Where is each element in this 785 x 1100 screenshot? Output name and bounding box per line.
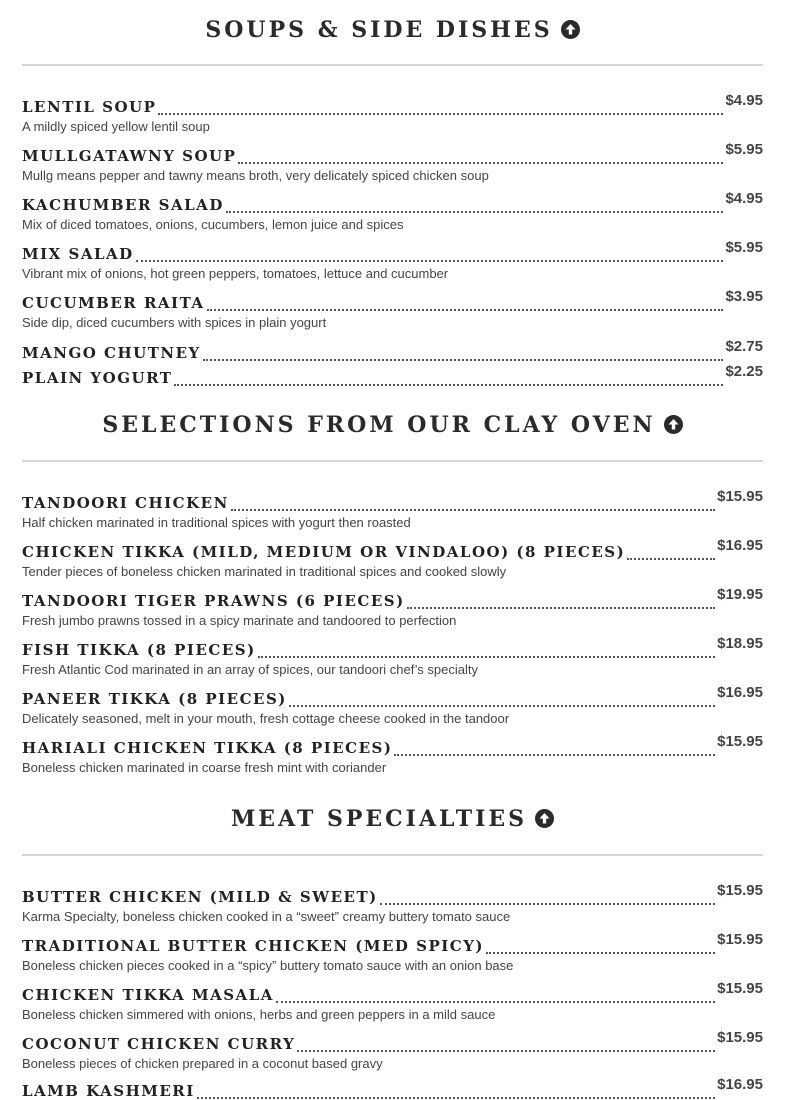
item-price: $2.75 — [725, 338, 763, 355]
item-name: HARIALI CHICKEN TIKKA (8 PIECES) — [22, 739, 393, 757]
item-price: $15.95 — [717, 882, 763, 899]
section-header-clay-oven — [22, 410, 763, 440]
menu-item-coconut-chicken-curry — [22, 1029, 763, 1072]
item-name: PLAIN YOGURT — [22, 369, 173, 387]
section-divider — [22, 854, 763, 856]
item-price: $15.95 — [717, 488, 763, 505]
item-price: $3.95 — [725, 288, 763, 305]
item-description: Vibrant mix of onions, hot green peppers, tomatoes, lettuce and cucumber — [22, 266, 449, 281]
menu-item-chicken-tikka-masala — [22, 980, 763, 1023]
dot-leader — [407, 607, 715, 609]
menu-item-paneer-tikka — [22, 684, 763, 727]
dot-leader — [297, 1050, 715, 1052]
item-description: A mildly spiced yellow lentil soup — [22, 119, 210, 134]
item-description: Mullg means pepper and tawny means broth, very delicately spiced chicken soup — [22, 168, 489, 183]
dot-leader — [231, 509, 715, 511]
menu-item-fish-tikka — [22, 635, 763, 678]
section-divider — [22, 64, 763, 66]
menu-item-tandoori-tiger-prawns — [22, 586, 763, 629]
item-description: Delicately seasoned, melt in your mouth, fresh cottage cheese cooked in the tandoor — [22, 711, 510, 726]
arrow-up-circle-icon[interactable] — [535, 809, 554, 828]
menu-item-kachumber-salad — [22, 190, 763, 233]
item-name: MANGO CHUTNEY — [22, 344, 201, 362]
item-name: LENTIL SOUP — [22, 98, 157, 116]
item-price: $2.25 — [725, 363, 763, 380]
dot-leader — [203, 359, 724, 361]
dot-leader — [394, 754, 715, 756]
menu-item-tandoori-chicken — [22, 488, 763, 531]
menu-item-chicken-tikka — [22, 537, 763, 580]
item-description: Fresh Atlantic Cod marinated in an array of spices, our tandoori chef’s specialty — [22, 662, 478, 677]
section-divider — [22, 460, 763, 462]
item-description: Fresh jumbo prawns tossed in a spicy marinate and tandoored to perfection — [22, 613, 457, 628]
item-name: CHICKEN TIKKA (MILD, MEDIUM OR VINDALOO) (8 PIECES) — [22, 543, 626, 561]
menu-item-mix-salad — [22, 239, 763, 282]
item-price: $16.95 — [717, 537, 763, 554]
menu-item-butter-chicken — [22, 882, 763, 925]
item-description: Karma Specialty, boneless chicken cooked in a “sweet” creamy buttery tomato sauce — [22, 909, 511, 924]
dot-leader — [380, 903, 715, 905]
dot-leader — [197, 1097, 715, 1099]
section-title: SOUPS & SIDE DISHES — [205, 17, 553, 43]
item-name: TANDOORI CHICKEN — [22, 494, 229, 512]
item-name: TANDOORI TIGER PRAWNS (6 PIECES) — [22, 592, 405, 610]
item-name: MIX SALAD — [22, 245, 134, 263]
menu-item-mango-chutney — [22, 338, 763, 362]
menu-item-cucumber-raita — [22, 288, 763, 331]
item-name: PANEER TIKKA (8 PIECES) — [22, 690, 287, 708]
section-header-soups — [22, 15, 763, 45]
menu-item-traditional-butter-chicken — [22, 931, 763, 974]
item-price: $15.95 — [717, 1029, 763, 1046]
item-price: $5.95 — [725, 141, 763, 158]
item-price: $16.95 — [717, 1076, 763, 1093]
item-price: $16.95 — [717, 684, 763, 701]
item-description: Mix of diced tomatoes, onions, cucumbers, lemon juice and spices — [22, 217, 404, 232]
section-title: MEAT SPECIALTIES — [230, 806, 528, 832]
item-name: FISH TIKKA (8 PIECES) — [22, 641, 256, 659]
item-description: Boneless chicken marinated in coarse fresh mint with coriander — [22, 760, 387, 775]
menu-item-plain-yogurt — [22, 363, 763, 387]
item-price: $4.95 — [725, 190, 763, 207]
item-name: KACHUMBER SALAD — [22, 196, 224, 214]
menu-item-lamb-kashmeri — [22, 1076, 763, 1100]
arrow-up-circle-icon[interactable] — [561, 20, 580, 39]
dot-leader — [158, 113, 723, 115]
section-title: SELECTIONS FROM OUR CLAY OVEN — [102, 412, 656, 438]
dot-leader — [174, 384, 723, 386]
item-price: $15.95 — [717, 980, 763, 997]
dot-leader — [136, 260, 724, 262]
arrow-up-circle-icon[interactable] — [664, 415, 683, 434]
item-name: LAMB KASHMERI — [22, 1082, 195, 1100]
section-header-meat-specialties — [22, 804, 763, 834]
menu-item-lentil-soup — [22, 92, 763, 135]
item-name: BUTTER CHICKEN (MILD & SWEET) — [22, 888, 378, 906]
dot-leader — [207, 309, 724, 311]
item-price: $5.95 — [725, 239, 763, 256]
dot-leader — [258, 656, 715, 658]
menu-item-hariali-chicken-tikka — [22, 733, 763, 776]
item-description: Boneless chicken simmered with onions, herbs and green peppers in a mild sauce — [22, 1007, 496, 1022]
menu-item-mullgatawny-soup — [22, 141, 763, 184]
dot-leader — [289, 705, 715, 707]
item-price: $4.95 — [725, 92, 763, 109]
dot-leader — [627, 558, 715, 560]
item-description: Tender pieces of boneless chicken marinated in traditional spices and cooked slowly — [22, 564, 507, 579]
item-name: CUCUMBER RAITA — [22, 294, 205, 312]
dot-leader — [226, 211, 724, 213]
dot-leader — [276, 1001, 715, 1003]
item-price: $15.95 — [717, 733, 763, 750]
item-name: CHICKEN TIKKA MASALA — [22, 986, 274, 1004]
item-name: TRADITIONAL BUTTER CHICKEN (MED SPICY) — [22, 937, 485, 955]
item-price: $19.95 — [717, 586, 763, 603]
item-name: COCONUT CHICKEN CURRY — [22, 1035, 296, 1053]
item-name: MULLGATAWNY SOUP — [22, 147, 237, 165]
item-description: Half chicken marinated in traditional spices with yogurt then roasted — [22, 515, 411, 530]
dot-leader — [486, 952, 715, 954]
item-price: $18.95 — [717, 635, 763, 652]
item-description: Side dip, diced cucumbers with spices in plain yogurt — [22, 315, 327, 330]
item-price: $15.95 — [717, 931, 763, 948]
item-description: Boneless chicken pieces cooked in a “spicy” buttery tomato sauce with an onion base — [22, 958, 514, 973]
dot-leader — [238, 162, 723, 164]
item-description: Boneless pieces of chicken prepared in a coconut based gravy — [22, 1056, 383, 1071]
